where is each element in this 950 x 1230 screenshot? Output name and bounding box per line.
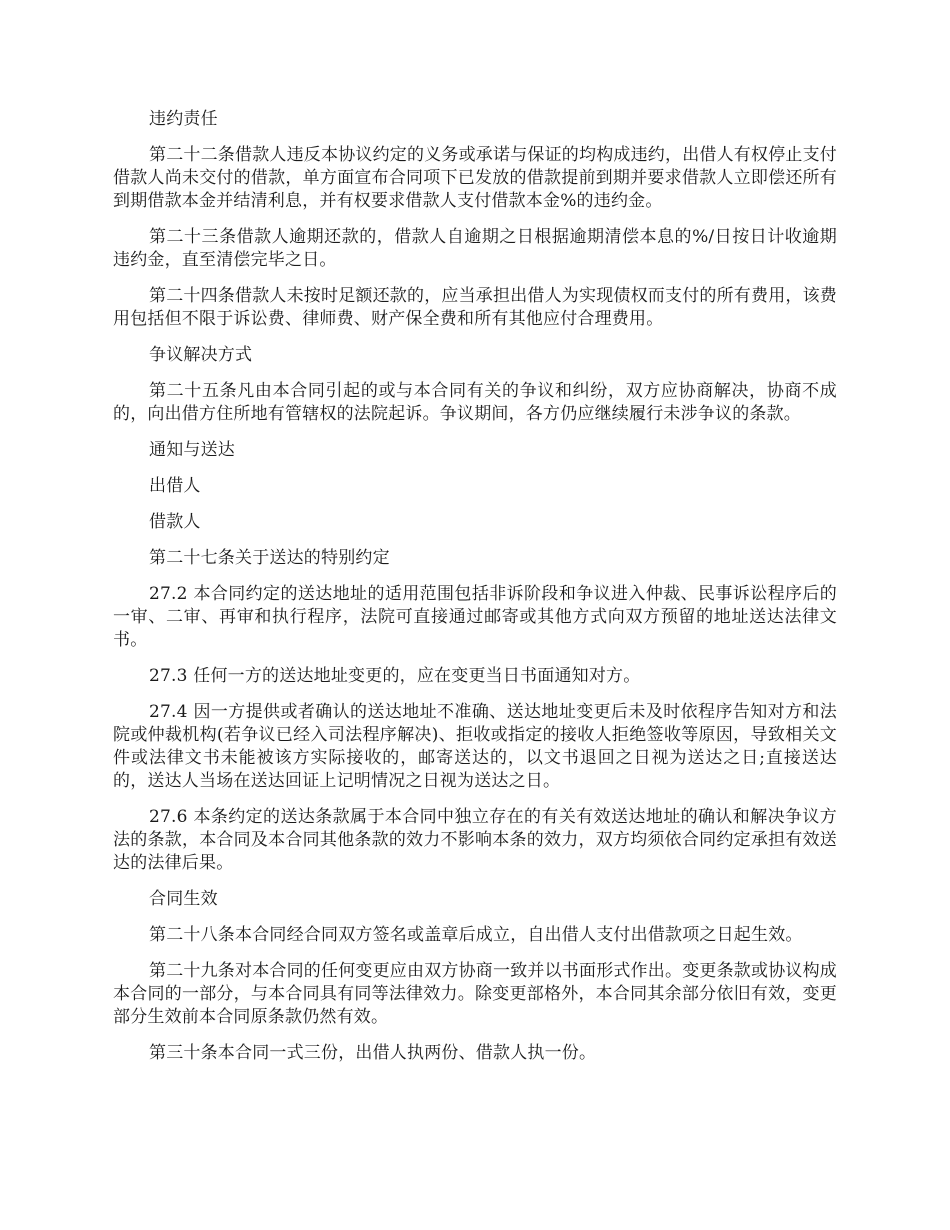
clause-27-title: 第二十七条关于送达的特别约定 (149, 548, 390, 568)
label-lender: 出借人 (149, 476, 201, 496)
clause-28: 第二十八条本合同经合同双方签名或盖章后成立，自出借人支付出借款项之日起生效。 (149, 925, 803, 945)
clause-27-4: 27.4 因一方提供或者确认的送达地址不准确、送达地址变更后未及时依程序告知对方和法院或仲裁机构(若争议已经入司法程序解决)、拒收或指定的接收人拒绝签收等原因，导致相关文件或法律文书未能被该方实际接收的，邮寄送达的，以文书退回之日视为送达之日;直接送达的，送达人当场在送达回证上记明情况之日视为送达之日。 (113, 702, 837, 791)
clause-29: 第二十九条对本合同的任何变更应由双方协商一致并以书面形式作出。变更条款或协议构成本合同的一部分，与本合同具有同等法律效力。除变更部格外，本合同其余部分依旧有效，变更部分生效前本合同原条款仍然有效。 (113, 961, 837, 1027)
clause-27-6: 27.6 本条约定的送达条款属于本合同中独立存在的有关有效送达地址的确认和解决争议方法的条款，本合同及本合同其他条款的效力不影响本条的效力，双方均须依合同约定承担有效送达的法律后果。 (113, 807, 837, 873)
clause-22: 第二十二条借款人违反本协议约定的义务或承诺与保证的均构成违约，出借人有权停止支付借款人尚未交付的借款，单方面宣布合同项下已发放的借款提前到期并要求借款人立即偿还所有到期借款本金并结清利息，并有权要求借款人支付借款本金%的违约金。 (113, 145, 837, 211)
label-borrower: 借款人 (149, 512, 201, 532)
clause-30: 第三十条本合同一式三份，出借人执两份、借款人执一份。 (149, 1043, 597, 1063)
clause-25: 第二十五条凡由本合同引起的或与本合同有关的争议和纠纷，双方应协商解决，协商不成的，向出借方住所地有管辖权的法院起诉。争议期间，各方仍应继续履行未涉争议的条款。 (113, 381, 837, 424)
clause-27-2: 27.2 本合同约定的送达地址的适用范围包括非诉阶段和争议进入仲裁、民事诉讼程序后的一审、二审、再审和执行程序，法院可直接通过邮寄或其他方式向双方预留的地址送达法律文书。 (113, 584, 837, 650)
section-heading-dispute: 争议解决方式 (149, 345, 253, 365)
section-heading-breach: 违约责任 (149, 109, 218, 129)
clause-27-3: 27.3 任何一方的送达地址变更的，应在变更当日书面通知对方。 (149, 666, 641, 686)
clause-23: 第二十三条借款人逾期还款的，借款人自逾期之日根据逾期清偿本息的%/日按日计收逾期违约金，直至清偿完毕之日。 (113, 227, 837, 270)
document-page (113, 108, 837, 1078)
clause-24: 第二十四条借款人未按时足额还款的，应当承担出借人为实现债权而支付的所有费用，该费用包括但不限于诉讼费、律师费、财产保全费和所有其他应付合理费用。 (113, 286, 837, 329)
section-heading-effect: 合同生效 (149, 889, 218, 909)
section-heading-notice: 通知与送达 (149, 440, 235, 460)
